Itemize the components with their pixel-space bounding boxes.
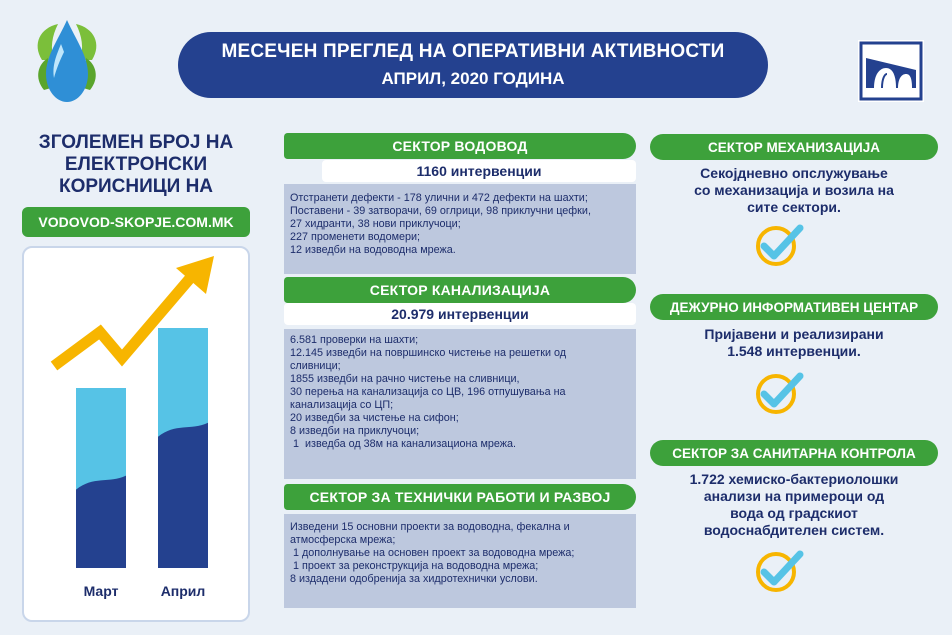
chart-bar-fill-2 — [158, 423, 208, 568]
info-box-vodovod — [284, 184, 636, 274]
section-head-vodovod: СЕКТОР ВОДОВОД — [284, 133, 636, 159]
text-line: Секојдневно опслужување — [700, 165, 888, 181]
info-line: 12.145 изведби на површинско чистење на решетки од — [290, 347, 567, 359]
info-line: 6.581 проверки на шахти; — [290, 334, 419, 346]
count-vodovod: 1160 интервенции — [322, 160, 636, 182]
info-line: 1855 изведби на рачно чистење на сливници, — [290, 373, 520, 385]
page-header — [178, 32, 768, 98]
page-subtitle: АПРИЛ, 2020 ГОДИНА — [381, 69, 565, 88]
text-line: вода од градскиот — [730, 505, 858, 521]
info-line: 1 дополнување на основен проект за водоводна мрежа; — [290, 547, 575, 559]
info-line: 8 издадени одобренија за хидротехнички услови. — [290, 573, 538, 585]
info-line: Поставени - 39 затворачи, 69 оглрици, 98 приклучни цефки, — [290, 205, 591, 217]
checkmark-icon — [754, 368, 806, 414]
section-head-sanitarna: СЕКТОР ЗА САНИТАРНА КОНТРОЛА — [650, 440, 938, 466]
text-line: анализи на примероци од — [703, 488, 885, 504]
section-head-mehanizacija: СЕКТОР МЕХАНИЗАЦИЈА — [650, 134, 938, 160]
info-line: 30 перења на канализација со ЦВ, 196 отпушувања на — [290, 386, 566, 398]
chart-bar-fill-1 — [76, 476, 126, 568]
text-sanitarna — [650, 471, 938, 539]
count-kanalizacija: 20.979 интервенции — [284, 303, 636, 325]
section-head-dezurno: ДЕЖУРНО ИНФОРМАТИВЕН ЦЕНТАР — [650, 294, 938, 320]
section-head-kanalizacija: СЕКТОР КАНАЛИЗАЦИЈА — [284, 277, 636, 303]
info-line: 1 проект за реконструкција на водоводна мрежа; — [290, 560, 539, 572]
info-line: атмосферска мрежа; — [290, 534, 396, 546]
left-title-line: ЕЛЕКТРОНСКИ — [64, 154, 208, 175]
text-mehanizacija — [650, 165, 938, 216]
text-line: 1.548 интервенции. — [727, 343, 861, 359]
text-line: Пријавени и реализирани — [704, 326, 884, 342]
info-line: 227 променети водомери; — [290, 231, 421, 243]
info-line: 1 изведба од 38м на канализациона мрежа. — [290, 438, 517, 450]
text-line: со механизација и возила на — [694, 182, 894, 198]
info-line: 20 изведби за чистење на сифон; — [290, 412, 459, 424]
info-line: Изведени 15 основни проекти за водоводна, фекална и — [290, 521, 570, 533]
growth-chart — [22, 246, 250, 622]
website-badge: VODOVOD-SKOPJE.COM.MK — [22, 207, 250, 237]
text-line: сите сектори. — [747, 199, 841, 215]
checkmark-icon — [754, 546, 806, 592]
chart-svg — [24, 248, 248, 620]
info-box-tehnicki — [284, 514, 636, 608]
section-head-tehnicki: СЕКТОР ЗА ТЕХНИЧКИ РАБОТИ И РАЗВОЈ — [284, 484, 636, 510]
left-title-line: КОРИСНИЦИ НА — [58, 176, 214, 197]
chart-category-label: Април — [160, 583, 206, 599]
company-logo-icon — [858, 40, 924, 102]
info-box-kanalizacija — [284, 329, 636, 479]
left-title-line: ЗГОЛЕМЕН БРОЈ НА — [38, 132, 234, 153]
info-line: 12 изведби на водоводна мрежа. — [290, 244, 456, 256]
info-line: 27 хидранти, 38 нови приклучоци; — [290, 218, 461, 230]
checkmark-icon — [754, 220, 806, 266]
info-line: сливници; — [290, 360, 341, 372]
info-line: канализација со ЦП; — [290, 399, 394, 411]
text-line: водоснабдителен систем. — [703, 522, 885, 538]
text-line: 1.722 хемиско-бактериолошки — [689, 471, 899, 487]
chart-category-label: Март — [83, 583, 119, 599]
water-drop-logo-icon — [28, 14, 106, 114]
info-line: 8 изведби на приклучоци; — [290, 425, 420, 437]
left-title — [20, 132, 252, 198]
text-dezurno — [650, 326, 938, 360]
page-title: МЕСЕЧЕН ПРЕГЛЕД НА ОПЕРАТИВНИ АКТИВНОСТИ — [221, 41, 725, 62]
info-line: Отстранети дефекти - 178 улични и 472 дефекти на шахти; — [290, 192, 588, 204]
